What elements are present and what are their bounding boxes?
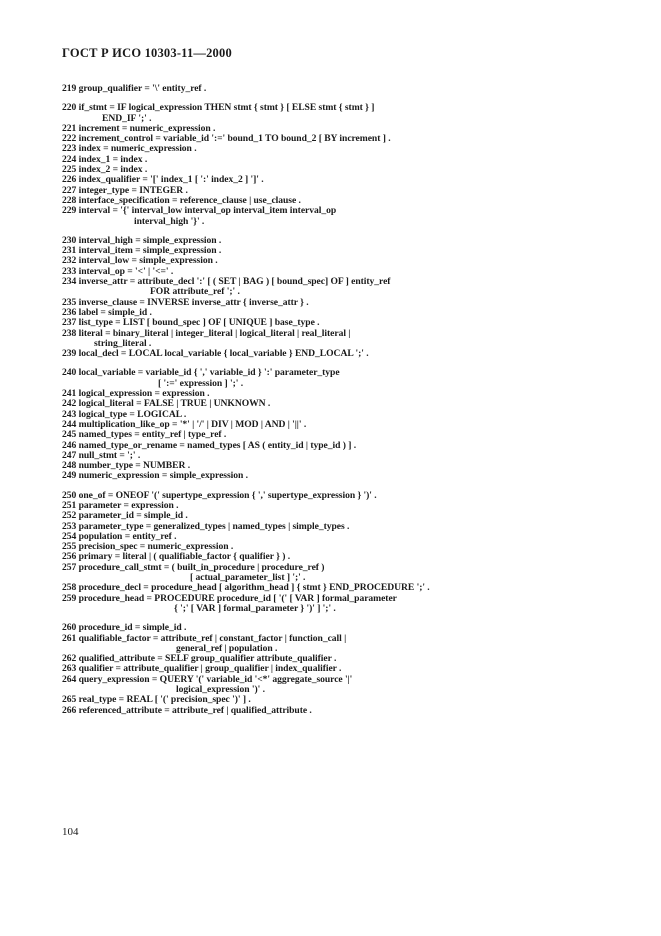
rule-text: 256 primary = literal | ( qualifiable_factor { qualifier } ) . [62,551,291,563]
rule-text: 263 qualifier = attribute_qualifier | group_qualifier | index_qualifier . [62,663,342,675]
rule-text: 261 qualifiable_factor = attribute_ref | constant_factor | function_call | [62,632,347,644]
rule-text: 255 precision_spec = numeric_expression . [62,541,234,553]
rule-text: 251 parameter = expression . [62,499,179,511]
rule-text: 219 group_qualifier = '\' entity_ref . [62,83,207,94]
rule-text: 231 interval_item = simple_expression . [62,245,222,257]
rule-text: 228 interface_specification = reference_clause | use_clause . [62,194,301,206]
rule-continuation: [ actual_parameter_list ] ';' . [190,572,306,584]
rule-text: 239 local_decl = LOCAL local_variable { local_variable } END_LOCAL ';' . [62,348,369,360]
rule-text: 223 index = numeric_expression . [62,143,197,155]
rule-continuation: interval_high '}' . [134,215,205,227]
grammar-rule [62,634,622,655]
rule-text: 242 logical_literal = FALSE | TRUE | UNKNOWN . [62,398,271,410]
grammar-rule [62,329,622,350]
grammar-rule [62,349,622,359]
rule-text: 254 population = entity_ref . [62,530,177,542]
rule-continuation: { ';' [ VAR ] formal_parameter } ')' ] ';' . [174,602,336,614]
rule-text: 226 index_qualifier = '[' index_1 [ ':' index_2 ] ']' . [62,174,264,186]
rule-text: 236 label = simple_id . [62,306,152,318]
grammar-rule [62,563,622,584]
grammar-rule [62,441,622,451]
rule-text: 258 procedure_decl = procedure_head [ algorithm_head ] { stmt } END_PROCEDURE ';' . [62,582,430,594]
rule-text: 265 real_type = REAL [ '(' precision_spec ')' ] . [62,694,251,706]
rule-text: 240 local_variable = variable_id { ',' variable_id } ':' parameter_type [62,367,340,379]
rule-text: 257 procedure_call_stmt = ( built_in_procedure | procedure_ref ) [62,561,325,573]
rule-text: 238 literal = binary_literal | integer_literal | logical_literal | real_literal | [62,327,351,339]
rule-continuation: logical_expression ')' . [176,684,265,696]
grammar-rule [62,84,622,94]
rule-continuation: string_literal . [94,337,152,349]
rule-text: 234 inverse_attr = attribute_decl ':' [ ( SET | BAG ) [ bound_spec] OF ] entity_ref [62,276,391,288]
rule-text: 245 named_types = entity_ref | type_ref . [62,429,227,441]
grammar-rule [62,471,622,481]
rule-text: 237 list_type = LIST [ bound_spec ] OF [ UNIQUE ] base_type . [62,317,320,329]
rule-text: 249 numeric_expression = simple_expression . [62,470,248,482]
grammar-rule [62,368,622,389]
rule-text: 246 named_type_or_rename = named_types [ AS ( entity_id | type_id ) ] . [62,439,357,451]
rule-text: 264 query_expression = QUERY '(' variable_id '<*' aggregate_source '|' [62,673,353,685]
rule-text: 227 integer_type = INTEGER . [62,184,188,196]
rule-text: 225 index_2 = index . [62,164,148,176]
grammar-rule [62,206,622,227]
rule-text: 224 index_1 = index . [62,153,148,165]
rule-text: 221 increment = numeric_expression . [62,122,216,134]
rule-text: 247 null_stmt = ';' . [62,449,141,461]
grammar-rule [62,277,622,298]
page-header: ГОСТ Р ИСО 10303-11—2000 [62,46,232,60]
rule-text: 262 qualified_attribute = SELF group_qualifier attribute_qualifier . [62,653,337,665]
page-number: 104 [62,826,79,838]
rule-text: 243 logical_type = LOGICAL . [62,408,187,420]
rule-continuation: general_ref | population . [176,642,278,654]
grammar-rule [62,706,622,716]
grammar-rule [62,594,622,615]
grammar-rule [62,103,622,124]
rule-text: 250 one_of = ONEOF '(' supertype_expression { ',' supertype_expression } ')' . [62,489,377,501]
rule-text: 220 if_stmt = IF logical_expression THEN stmt { stmt } [ ELSE stmt { stmt } ] [62,102,375,114]
rule-text: 252 parameter_id = simple_id . [62,510,188,522]
rule-text: 241 logical_expression = expression . [62,388,210,400]
rule-text: 233 interval_op = '<' | '<=' . [62,265,174,277]
rule-text: 222 increment_control = variable_id ':=' bound_1 TO bound_2 [ BY increment ] . [62,133,391,145]
grammar-rule [62,675,622,696]
rule-continuation: [ ':=' expression ] ';' . [158,377,244,389]
rule-text: 253 parameter_type = generalized_types | named_types | simple_types . [62,520,350,532]
rule-text: 266 referenced_attribute = attribute_ref | qualified_attribute . [62,704,312,716]
rule-text: 229 interval = '{' interval_low interval_op interval_item interval_op [62,205,337,217]
rule-text: 232 interval_low = simple_expression . [62,255,218,267]
rule-text: 244 multiplication_like_op = '*' | '/' | DIV | MOD | AND | '||' . [62,418,307,430]
rule-text: 260 procedure_id = simple_id . [62,622,187,634]
rule-text: 235 inverse_clause = INVERSE inverse_attr { inverse_attr } . [62,296,309,308]
rule-continuation: FOR attribute_ref ';' . [150,286,240,298]
rule-text: 230 interval_high = simple_expression . [62,234,222,246]
rule-continuation: END_IF ';' . [102,112,152,124]
rule-text: 248 number_type = NUMBER . [62,460,191,472]
rule-text: 259 procedure_head = PROCEDURE procedure_id [ '(' [ VAR ] formal_parameter [62,592,397,604]
grammar-rules [62,84,622,716]
